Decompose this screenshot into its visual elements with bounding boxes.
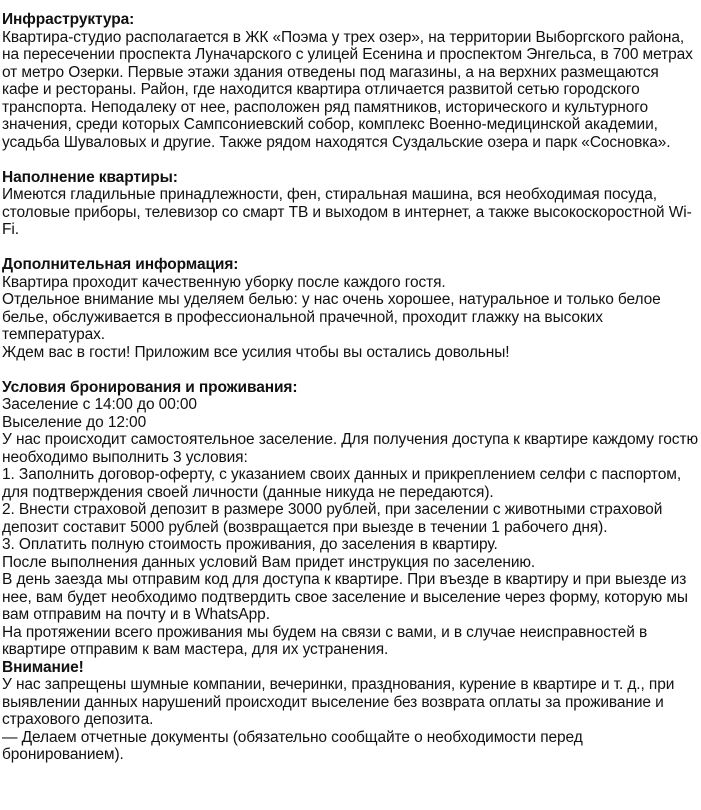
infrastructure-heading: Инфраструктура: (2, 11, 135, 28)
additional-info-line: Отдельное внимание мы уделяем белью: у нас очень хорошее, натуральное и только белое белье, обслуживается в профессиональной прачечной, проходит глажку на высоких температурах. (2, 291, 661, 343)
booking-condition-2: 2. Внести страховой депозит в размере 3000 рублей, при заселении с животными страховой депозит составит 5000 рублей (возвращается при выезде в течении 1 рабочего дня). (2, 501, 663, 536)
infrastructure-text: Квартира-студио располагается в ЖК «Поэма у трех озер», на территории Выборгского района, на пересечении проспекта Луначарского с улицей Есенина и проспектом Энгельса, в 700 метрах от метро Озерки. Первые этажи здания отведены под магазины, а на верхних размещаются кафе и рестораны. Район, где находится квартира отличается развитой сетью городского транспорта. Неподалеку от нее, расположен ряд памятников, исторического и культурного значения, среди которых Сампсониевский собор, комплекс Военно-медицинской академии, усадьба Шуваловых и другие. Также рядом находятся Суздальские озера и парк «Сосновка». (2, 28, 693, 151)
spacer (0, 361, 701, 379)
additional-info-line: Квартира проходит качественную уборку после каждого гостя. (2, 273, 446, 291)
apartment-contents-text: Имеются гладильные принадлежности, фен, стиральная машина, вся необходимая посуда, столовые приборы, телевизор со смарт ТВ и выходом в интернет, а также высокоскоростной Wi-Fi. (2, 186, 692, 238)
booking-terms-line: У нас происходит самостоятельное заселение. Для получения доступа к квартире каждому гостю необходимо выполнить 3 условия: (2, 431, 698, 466)
check-in-time: Заселение с 14:00 до 00:00 (2, 396, 197, 413)
check-out-time: Выселение до 12:00 (2, 413, 147, 431)
booking-terms-line: После выполнения данных условий Вам придет инструкция по заселению. (2, 553, 536, 571)
warning-line: — Делаем отчетные документы (обязательно сообщайте о необходимости перед бронированием). (2, 728, 583, 763)
booking-terms-heading: Условия бронирования и проживания: (2, 378, 298, 396)
booking-terms-line: В день заезда мы отправим код для доступа к квартире. При въезде в квартиру и при выезде из нее, вам будет необходимо подтвердить свое заселение и выселение через форму, которую мы вам отправим на почту и в WhatsApp. (2, 571, 688, 623)
booking-condition-1: 1. Заполнить договор-оферту, с указанием своих данных и прикреплением селфи с паспортом, для подтверждения своей личности (данные никуда не передаются). (2, 466, 682, 501)
booking-terms-line: На протяжении всего проживания мы будем на связи с вами, и в случае неисправностей в квартире отправим к вам мастера, для их устранения. (2, 623, 648, 658)
spacer (0, 151, 701, 169)
listing-description (0, 11, 701, 764)
booking-condition-3: 3. Оплатить полную стоимость проживания, до заселения в квартиру. (2, 536, 498, 553)
apartment-contents-heading: Наполнение квартиры: (2, 168, 178, 186)
additional-info-line: Ждем вас в гости! Приложим все усилия чтобы вы остались довольны! (2, 343, 510, 361)
warning-line: У нас запрещены шумные компании, вечеринки, празднования, курение в квартире и т. д., при выявлении данных нарушений происходит выселение без возврата оплаты за проживание и страхового депозита. (2, 676, 675, 728)
warning-heading: Внимание! (2, 658, 84, 676)
additional-info-heading: Дополнительная информация: (2, 256, 239, 273)
spacer (0, 239, 701, 257)
